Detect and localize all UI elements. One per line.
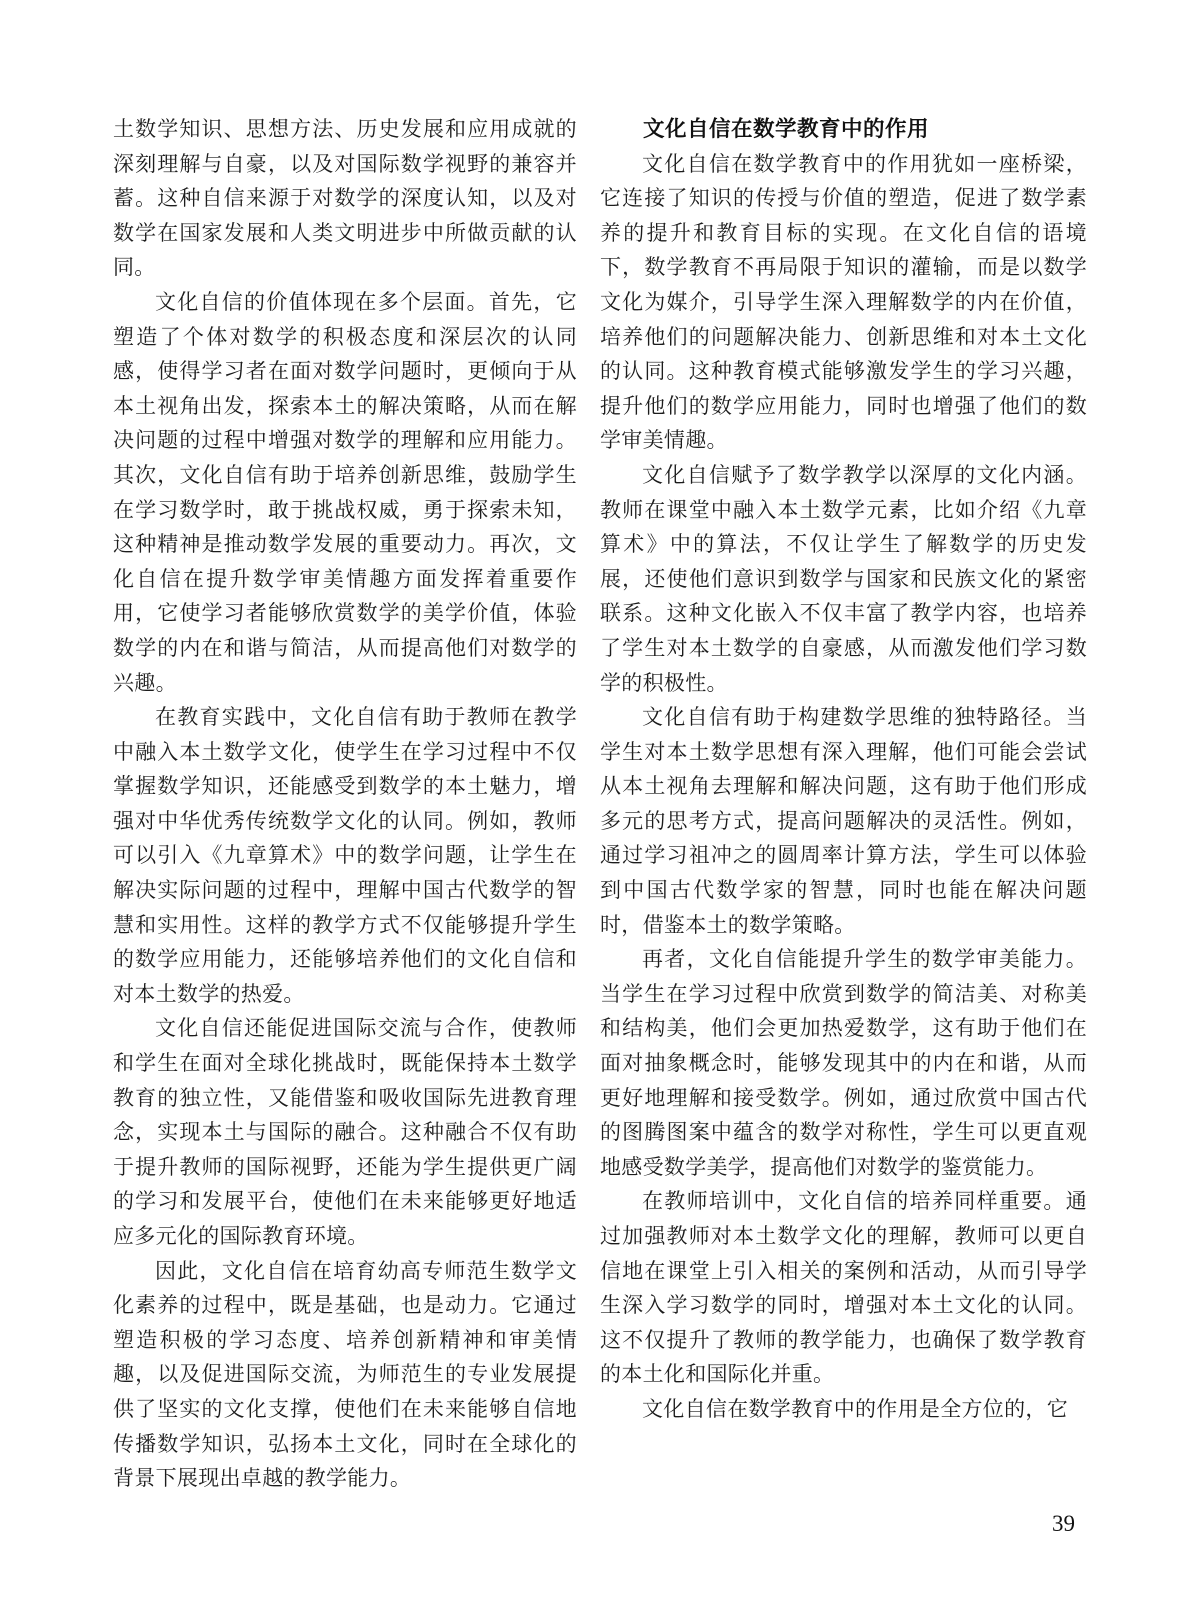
paragraph: 在教师培训中，文化自信的培养同样重要。通过加强教师对本土数学文化的理解，教师可以更自信地在课堂上引入相关的案例和活动，从而引导学生深入学习数学的同时，增强对本土文化的认同。这不仅提升了教师的教学能力，也确保了数学教育的本土化和国际化并重。	[600, 1189, 1087, 1387]
paragraph: 文化自信有助于构建数学思维的独特路径。当学生对本土数学思想有深入理解，他们可能会尝试从本土视角去理解和解决问题，这有助于他们形成多元的思考方式，提高问题解决的灵活性。例如，通过学习祖冲之的圆周率计算方法，学生可以体验到中国古代数学家的智慧，同时也能在解决问题时，借鉴本土的数学策略。	[600, 705, 1087, 937]
paragraph: 文化自信还能促进国际交流与合作，使教师和学生在面对全球化挑战时，既能保持本土数学教育的独立性，又能借鉴和吸收国际先进教育理念，实现本土与国际的融合。这种融合不仅有助于提升教师的国际视野，还能为学生提供更广阔的学习和发展平台，使他们在未来能够更好地适应多元化的国际教育环境。	[113, 1016, 577, 1248]
left-column	[113, 112, 577, 1496]
paragraph: 文化自信在数学教育中的作用犹如一座桥梁，它连接了知识的传授与价值的塑造，促进了数学素养的提升和教育目标的实现。在文化自信的语境下，数学教育不再局限于知识的灌输，而是以数学文化为媒介，引导学生深入理解数学的内在价值，培养他们的问题解决能力、创新思维和对本土文化的认同。这种教育模式能够激发学生的学习兴趣，提升他们的数学应用能力，同时也增强了他们的数学审美情趣。	[600, 151, 1087, 453]
paragraph: 土数学知识、思想方法、历史发展和应用成就的深刻理解与自豪，以及对国际数学视野的兼容并蓄。这种自信来源于对数学的深度认知，以及对数学在国家发展和人类文明进步中所做贡献的认同。	[113, 117, 577, 280]
paragraph: 文化自信的价值体现在多个层面。首先，它塑造了个体对数学的积极态度和深层次的认同感，使得学习者在面对数学问题时，更倾向于从本土视角出发，探索本土的解决策略，从而在解决问题的过程中增强对数学的理解和应用能力。其次，文化自信有助于培养创新思维，鼓励学生在学习数学时，敢于挑战权威，勇于探索未知，这种精神是推动数学发展的重要动力。再次，文化自信在提升数学审美情趣方面发挥着重要作用，它使学习者能够欣赏数学的美学价值，体验数学的内在和谐与简洁，从而提高他们对数学的兴趣。	[113, 289, 577, 695]
paragraph: 文化自信在数学教育中的作用是全方位的，它	[642, 1396, 1068, 1421]
paragraph: 在教育实践中，文化自信有助于教师在教学中融入本土数学文化，使学生在学习过程中不仅掌握数学知识，还能感受到数学的本土魅力，增强对中华优秀传统数学文化的认同。例如，教师可以引入《九章算术》中的数学问题，让学生在解决实际问题的过程中，理解中国古代数学的智慧和实用性。这样的教学方式不仅能够提升学生的数学应用能力，还能够培养他们的文化自信和对本土数学的热爱。	[113, 705, 577, 1006]
section-heading: 文化自信在数学教育中的作用	[643, 117, 930, 141]
page-body	[113, 112, 1087, 1496]
paragraph: 因此，文化自信在培育幼高专师范生数学文化素养的过程中，既是基础，也是动力。它通过塑造积极的学习态度、培养创新精神和审美情趣，以及促进国际交流，为师范生的专业发展提供了坚实的文化支撑，使他们在未来能够自信地传播数学知识，弘扬本土文化，同时在全球化的背景下展现出卓越的教学能力。	[113, 1258, 577, 1491]
right-column-paragraphs	[600, 147, 1087, 1427]
paragraph: 再者，文化自信能提升学生的数学审美能力。当学生在学习过程中欣赏到数学的简洁美、对称美和结构美，他们会更加热爱数学，这有助于他们在面对抽象概念时，能够发现其中的内在和谐，从而更好地理解和接受数学。例如，通过欣赏中国古代的图腾图案中蕴含的数学对称性，学生可以更直观地感受数学美学，提高他们对数学的鉴赏能力。	[600, 947, 1087, 1179]
paragraph: 文化自信赋予了数学教学以深厚的文化内涵。教师在课堂中融入本土数学元素，比如介绍《九章算术》中的算法，不仅让学生了解数学的历史发展，还使他们意识到数学与国家和民族文化的紧密联系。这种文化嵌入不仅丰富了教学内容，也培养了学生对本土数学的自豪感，从而激发他们学习数学的积极性。	[600, 462, 1087, 695]
right-column	[600, 112, 1087, 1496]
page-number: 39	[1052, 1511, 1075, 1536]
